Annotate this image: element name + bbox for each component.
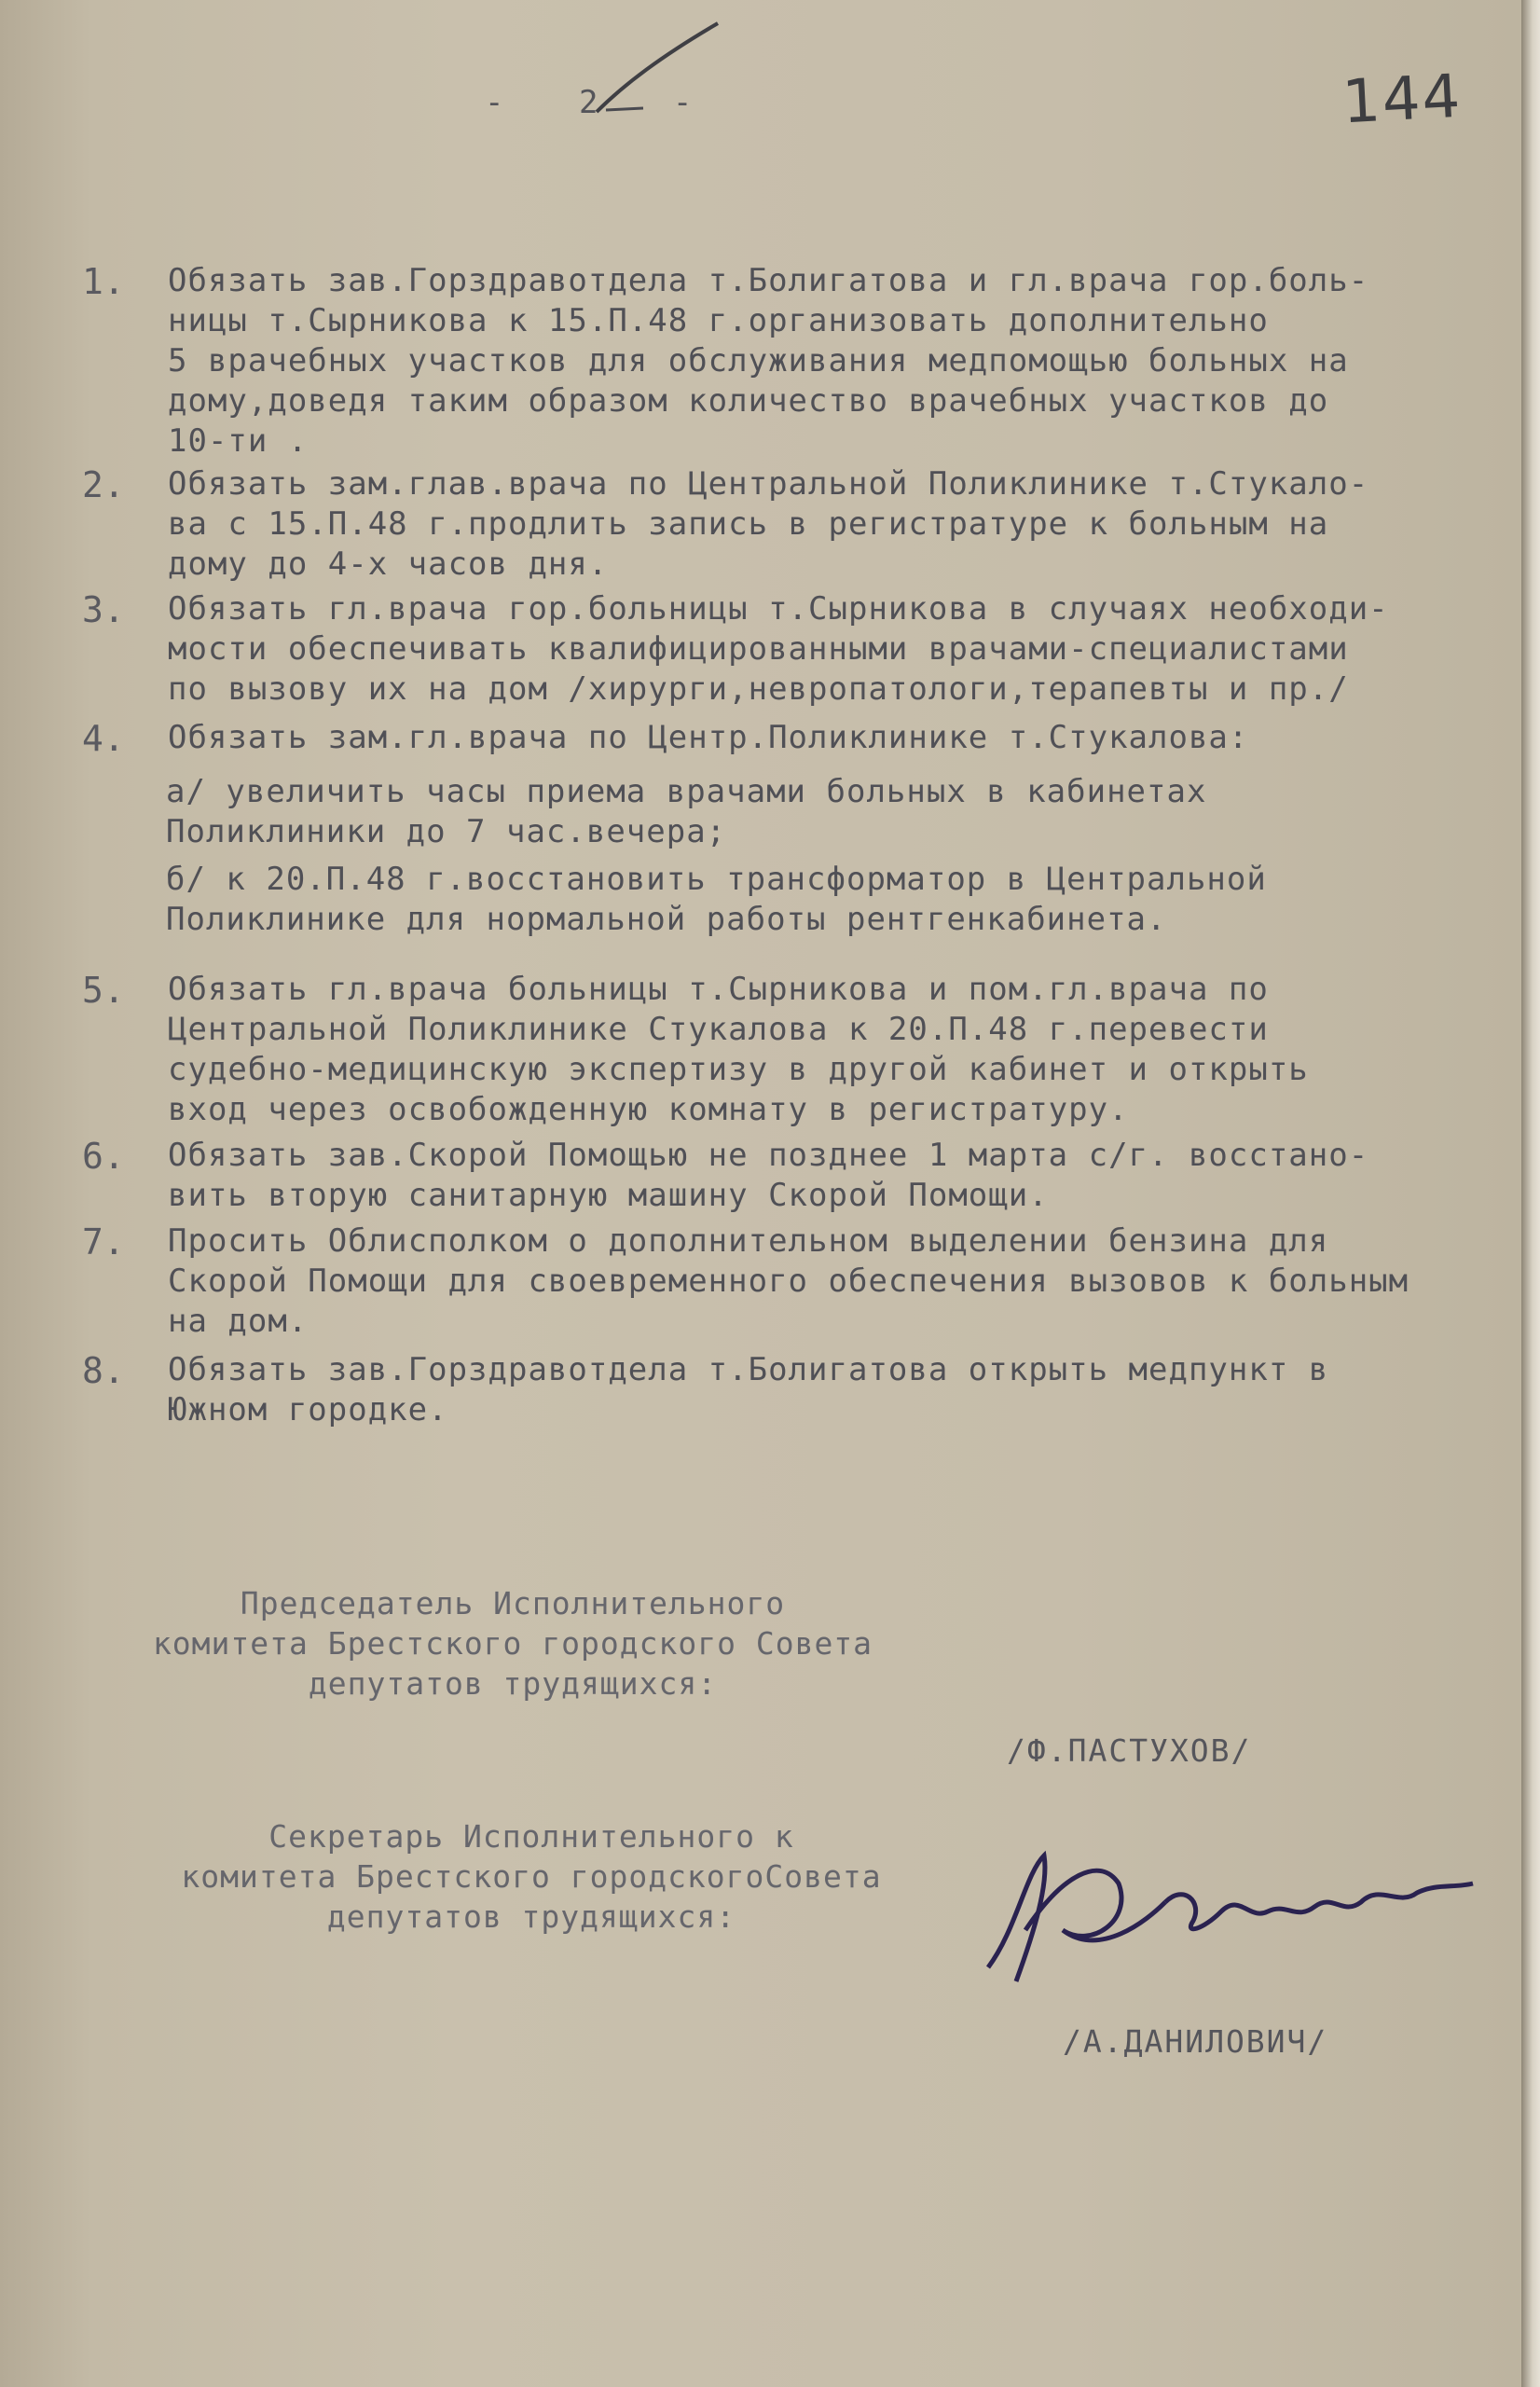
item-text: Обязать зам.глав.врача по Центральной Поликлинике т.Стукало- ва с 15.П.48 г.продлить запись в регистратуре к больным на дому до 4-х часов дня. bbox=[168, 465, 1369, 583]
item-number: 6. bbox=[82, 1136, 125, 1177]
sub-item-a: а/ увеличить часы приема врачами больных в кабинетах Поликлиники до 7 час.вечера; bbox=[166, 773, 1207, 850]
item-number: 2. bbox=[82, 464, 125, 505]
item-text: Просить Облисполком о дополнительном выделении бензина для Скорой Помощи для своевременного обеспечения вызовов к больным на дом. bbox=[168, 1222, 1409, 1340]
sub-item-b: б/ к 20.П.48 г.восстановить трансформатор в Центральной Поликлинике для нормальной работы рентгенкабинета. bbox=[166, 861, 1267, 938]
item-text: Обязать зав.Горздравотдела т.Болигатова открыть медпункт в Южном городке. bbox=[168, 1351, 1329, 1428]
item-text: Обязать гл.врача больницы т.Сырникова и пом.гл.врача по Центральной Поликлинике Стукалова к 20.П.48 г.перевести судебно-медицинскую экспертизу в другой кабинет и открыть вход через освобожденную комнату в регистратуру. bbox=[168, 971, 1309, 1128]
item-number: 7. bbox=[82, 1221, 125, 1262]
handwritten-signature bbox=[960, 1818, 1482, 1995]
item-text: Обязать зав.Скорой Помощью не позднее 1 марта с/г. восстано- вить вторую санитарную машину Скорой Помощи. bbox=[168, 1137, 1369, 1214]
chairman-title: Председатель Исполнительного комитета Брестского городского Совета депутатов трудящихся: bbox=[152, 1585, 873, 1702]
item-text: Обязать гл.врача гор.больницы т.Сырникова в случаях необходи- мости обеспечивать квалифицированными врачами-специалистами по вызову их на дом /хирурги,невропатологи,терапевты и пр./ bbox=[168, 590, 1389, 708]
chairman-name: /Ф.ПАСТУХОВ/ bbox=[1007, 1732, 1252, 1769]
item-number: 8. bbox=[82, 1350, 125, 1391]
page-edge bbox=[1521, 0, 1540, 2387]
item-number: 1. bbox=[82, 261, 125, 302]
item-text: Обязать зав.Горздравотдела т.Болигатова и гл.врача гор.боль- ницы т.Сырникова к 15.П.48 г.организовать дополнительно 5 врачебных участков для обслуживания медпомощью больных на дому,доведя таким образом количество врачебных участков до 10-ти . bbox=[168, 262, 1369, 460]
item-text: Обязать зам.гл.врача по Центр.Поликлинике т.Стукалова: bbox=[168, 719, 1249, 756]
item-number: 4. bbox=[82, 718, 125, 759]
secretary-title: Секретарь Исполнительного к комитета Брестского городскогоСовета депутатов трудящихся: bbox=[181, 1818, 882, 1935]
folio-number: 144 bbox=[1341, 62, 1464, 138]
page-marker: - 2 - bbox=[485, 84, 721, 121]
item-number: 5. bbox=[82, 970, 125, 1011]
item-number: 3. bbox=[82, 589, 125, 630]
secretary-name: /А.ДАНИЛОВИЧ/ bbox=[1063, 2023, 1328, 2060]
